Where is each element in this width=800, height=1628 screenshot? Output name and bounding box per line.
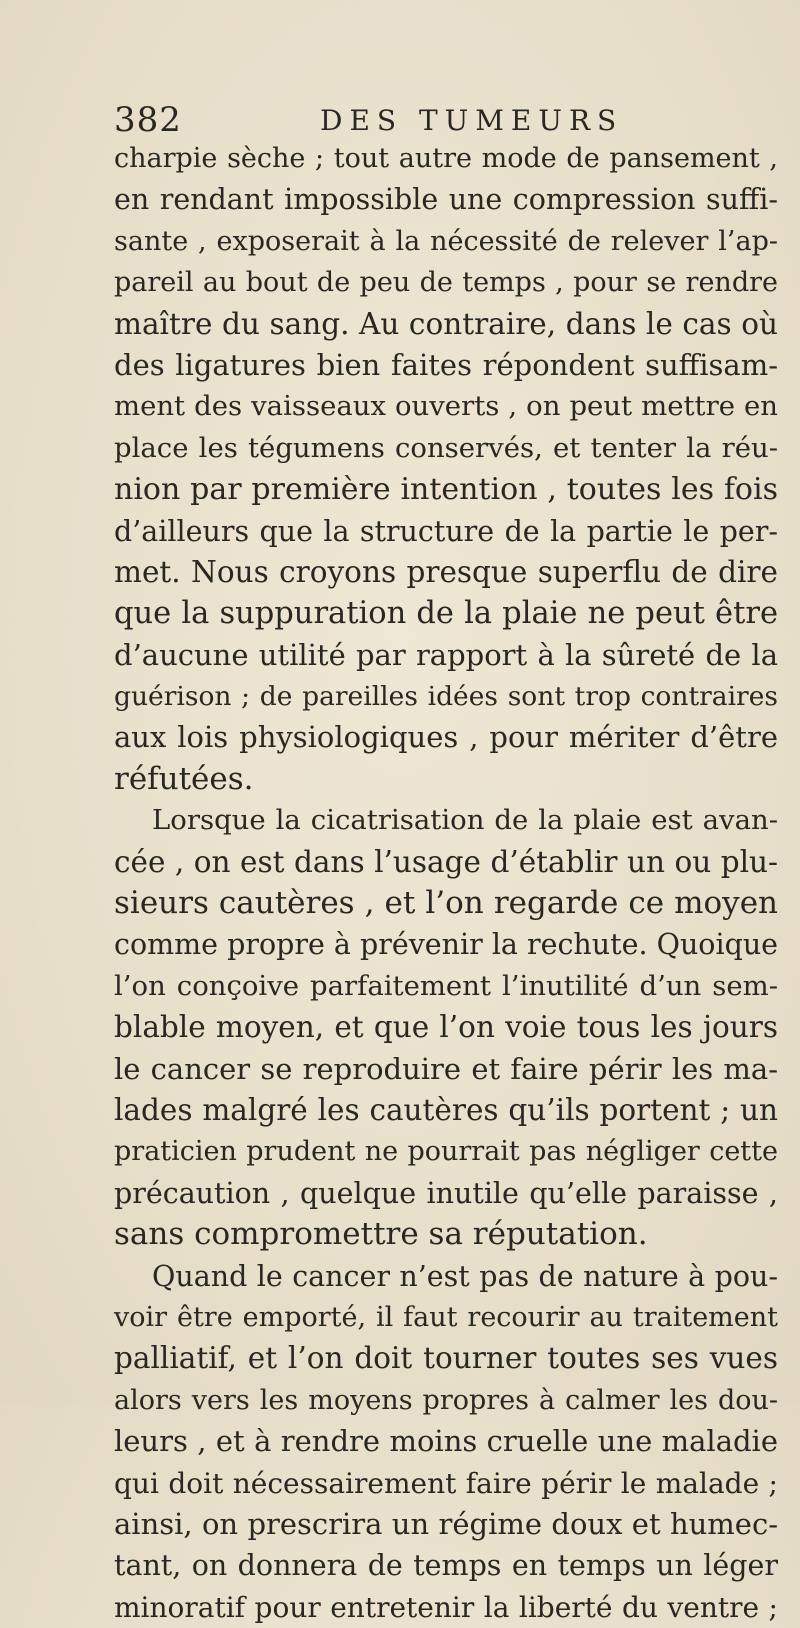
text-line: l’on conçoive parfaitement l’inutilité d’un sem-	[114, 969, 778, 1002]
text-line: comme propre à prévenir la rechute. Quoique	[114, 928, 779, 962]
text-line: d’ailleurs que la structure de la partie le per-	[114, 514, 778, 548]
text-line: réfutées.	[114, 760, 254, 797]
text-line: d’aucune utilité par rapport à la sûreté de la	[114, 637, 778, 672]
text-line: minoratif pour entretenir la liberté du ventre ;	[114, 1590, 778, 1624]
body-text	[114, 138, 778, 1628]
text-line: met. Nous croyons presque superflu de dire	[114, 554, 778, 589]
text-line: palliatif, et l’on doit tourner toutes ses vues	[114, 1341, 778, 1376]
text-line: sante , exposerait à la nécessité de relever l’ap-	[114, 225, 778, 257]
text-line: le cancer se reproduire et faire périr les ma-	[114, 1051, 778, 1086]
running-head: DES TUMEURS	[320, 104, 624, 137]
page-number: 382	[114, 100, 182, 140]
text-line: précaution , quelque inutile qu’elle paraisse ,	[114, 1176, 778, 1210]
text-line: praticien prudent ne pourrait pas négliger cette	[114, 1136, 778, 1168]
text-line: place les tégumens conservés, et tenter la réu-	[114, 431, 778, 464]
text-line: qui doit nécessairement faire périr le malade ;	[114, 1466, 778, 1500]
text-line: sieurs cautères , et l’on regarde ce moyen	[114, 885, 778, 922]
text-line: en rendant impossible une compression suffi-	[114, 183, 778, 217]
text-line: lades malgré les cautères qu’ils portent ; un	[114, 1092, 778, 1127]
text-line: cée , on est dans l’usage d’établir un ou plu-	[114, 844, 778, 879]
text-line: charpie sèche ; tout autre mode de pansement ,	[114, 143, 778, 174]
text-line: guérison ; de pareilles idées sont trop contraires	[114, 681, 778, 713]
text-line: voir être emporté, il faut recourir au traitement	[114, 1301, 778, 1333]
text-line: des ligatures bien faites répondent suffisam-	[114, 347, 778, 382]
text-line: que la suppuration de la plaie ne peut être	[114, 596, 778, 632]
text-line: Lorsque la cicatrisation de la plaie est avan-	[152, 804, 778, 837]
text-line: nion par première intention , toutes les fois	[114, 472, 778, 508]
text-line: maître du sang. Au contraire, dans le cas où	[114, 306, 778, 341]
text-line: ment des vaisseaux ouverts , on peut mettre en	[114, 390, 778, 423]
text-line: sans compromettre sa réputation.	[114, 1216, 648, 1253]
text-line: blable moyen, et que l’on voie tous les jours	[114, 1010, 778, 1045]
text-line: tant, on donnera de temps en temps un léger	[114, 1549, 778, 1583]
text-line: ainsi, on prescrira un régime doux et humec-	[114, 1506, 778, 1541]
text-line: Quand le cancer n’est pas de nature à pou-	[152, 1259, 778, 1293]
text-line: alors vers les moyens propres à calmer les dou-	[114, 1384, 778, 1416]
text-line: leurs , et à rendre moins cruelle une maladie	[114, 1424, 778, 1459]
text-line: aux lois physiologiques , pour mériter d’être	[114, 720, 778, 755]
page-header	[114, 100, 778, 140]
text-line: pareil au bout de peu de temps , pour se rendre	[114, 267, 778, 299]
